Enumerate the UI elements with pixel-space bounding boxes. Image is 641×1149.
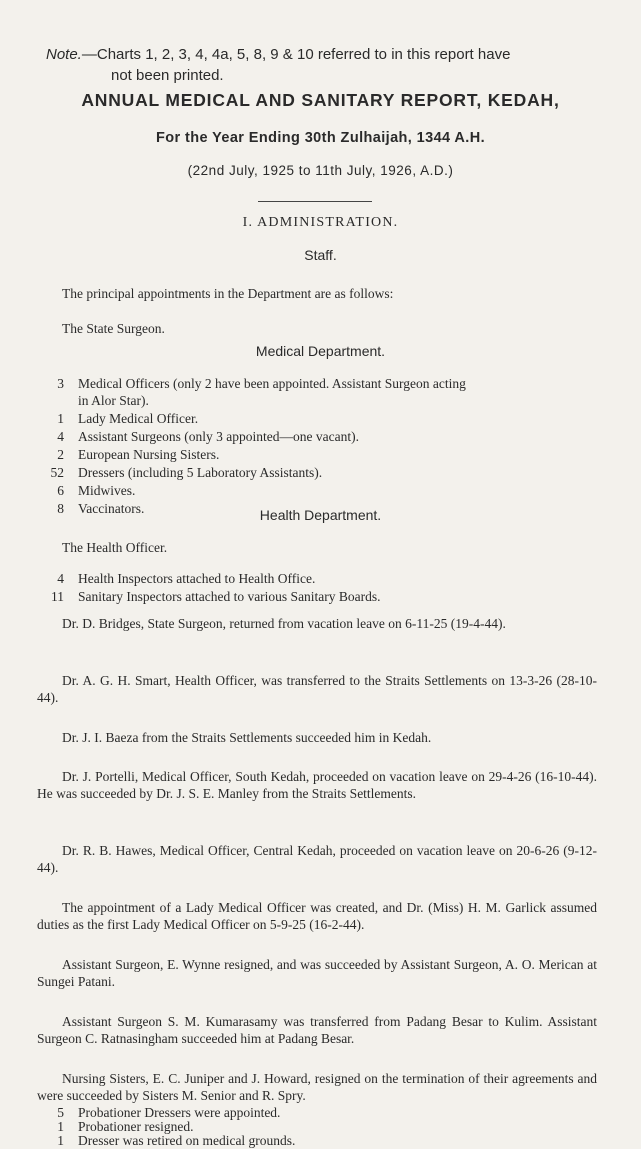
paragraph: Nursing Sisters, E. C. Juniper and J. Howard, resigned on the termination of their agreements and were succeeded by Sisters M. Senior and R. Spry. [37,1071,597,1103]
paragraph: Assistant Surgeon S. M. Kumarasamy was transferred from Padang Besar to Kulim. Assistant Surgeon C. Ratnasingham succeeded him at Padang Besar. [37,1014,597,1046]
note-line-1: —Charts 1, 2, 3, 4, 4a, 5, 8, 9 & 10 referred to in this report have [81,46,511,63]
note [46,44,606,86]
list-item: 4 Assistant Surgeons (only 3 appointed—one vacant). [57,429,359,444]
list-item: 2 European Nursing Sisters. [57,447,220,462]
intro-text: The principal appointments in the Department are as follows: [62,286,394,301]
paragraph: Dr. R. B. Hawes, Medical Officer, Central Kedah, proceeded on vacation leave on 20-6-26 (9-12-44). [37,843,597,875]
list-item: 6 Midwives. [57,483,136,498]
list-item: 3 Medical Officers (only 2 have been appointed. Assistant Surgeon acting [57,376,466,391]
list-item: 11 Sanitary Inspectors attached to various Sanitary Boards. [51,589,381,604]
staff-heading: Staff. [304,247,337,263]
paragraph: Assistant Surgeon, E. Wynne resigned, and was succeeded by Assistant Surgeon, A. O. Merican at Sungei Patani. [37,957,597,989]
paragraph: Dr. A. G. H. Smart, Health Officer, was transferred to the Straits Settlements on 13-3-26 (28-10-44). [37,673,597,705]
list-item: 4 Health Inspectors attached to Health Office. [57,571,316,586]
paragraph: The appointment of a Lady Medical Officer was created, and Dr. (Miss) H. M. Garlick assumed duties as the first Lady Medical Officer on 5-9-25 (16-2-44). [37,900,597,932]
note-line-2: not been printed. [111,67,224,84]
list-item: 1 Probationer resigned. [57,1119,194,1134]
paragraph: Dr. J. Portelli, Medical Officer, South Kedah, proceeded on vacation leave on 29-4-26 (16-10-44). He was succeeded by Dr. J. S. E. Manley from the Straits Settlements. [37,769,597,801]
list-item: 1 Lady Medical Officer. [57,411,199,426]
medical-staff-list [50,375,600,518]
paragraph: Dr. J. I. Baeza from the Straits Settlements succeeded him in Kedah. [62,730,432,745]
list-item: in Alor Star). [78,393,149,408]
section-heading: I. ADMINISTRATION. [242,215,399,230]
note-label: Note. [46,46,82,63]
health-officer: The Health Officer. [62,540,168,555]
report-title: ANNUAL MEDICAL AND SANITARY REPORT, KEDAH, [81,90,560,110]
paragraph: Dr. D. Bridges, State Surgeon, returned from vacation leave on 6-11-25 (19-4-44). [62,616,506,631]
list-item: 52 Dressers (including 5 Laboratory Assistants). [50,465,323,480]
medical-department-heading: Medical Department. [255,343,386,359]
report-subtitle: For the Year Ending 30th Zulhaijah, 1344 A.H. [155,130,486,146]
section-divider [258,201,372,202]
list-item: 8 Vaccinators. [57,501,145,516]
appointment-list [50,1106,600,1148]
health-department-heading: Health Department. [259,507,382,523]
report-dates: (22nd July, 1925 to 11th July, 1926, A.D.) [187,163,454,178]
health-staff-list [50,570,600,606]
list-item: 5 Probationer Dressers were appointed. [57,1105,281,1120]
state-surgeon: The State Surgeon. [62,321,165,336]
list-item: 1 Dresser was retired on medical grounds. [57,1133,296,1148]
